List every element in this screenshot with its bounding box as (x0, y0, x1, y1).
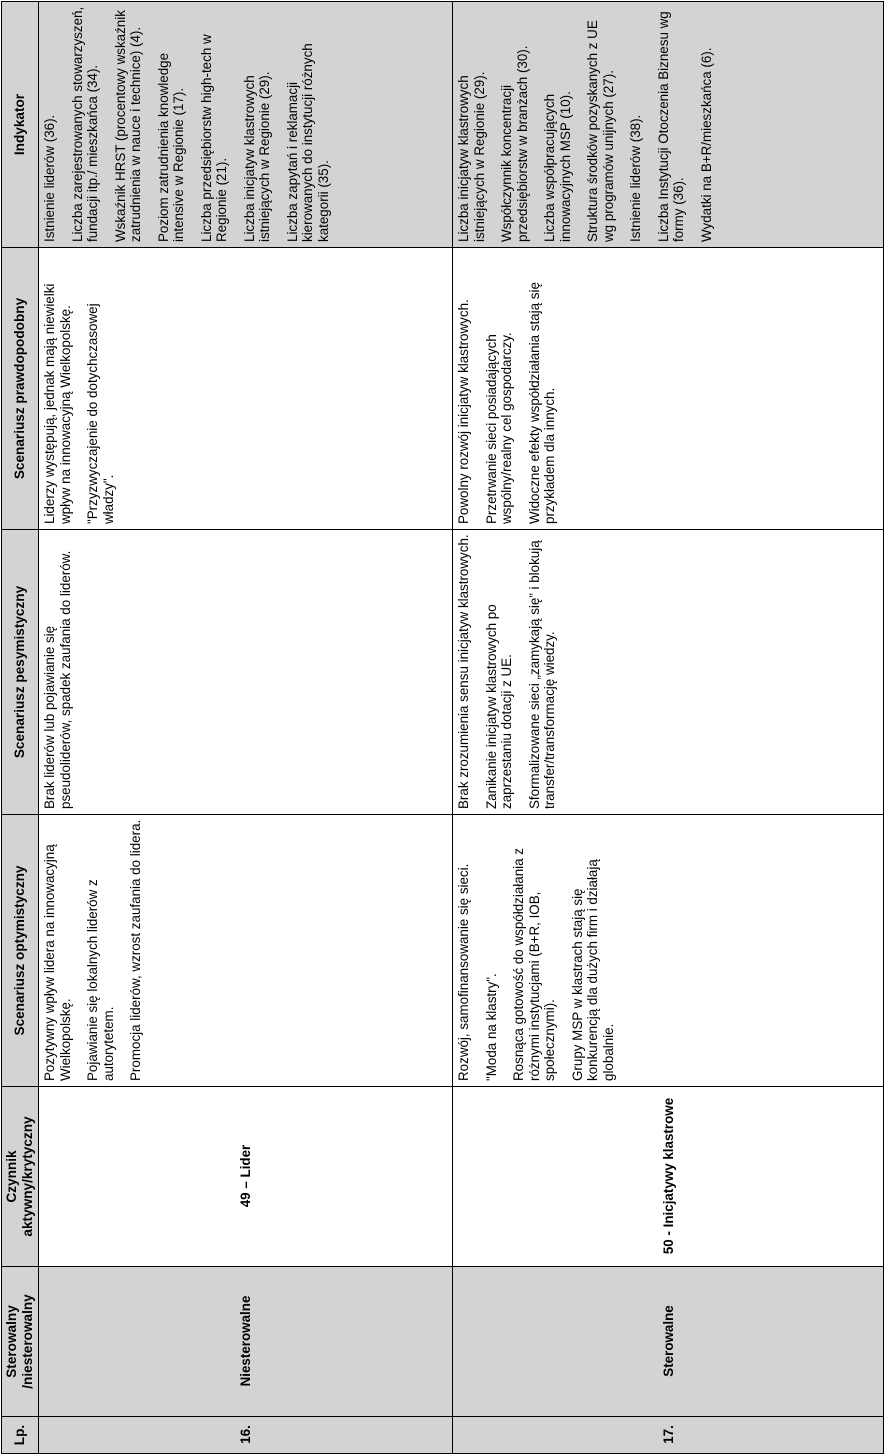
row-czynnik: 49 – Lider (39, 1087, 453, 1267)
scenario-item: Pojawianie się lokalnych liderów z autorytetem. (85, 879, 116, 1081)
scenario-item: "Moda na klastry". (483, 973, 499, 1081)
scenario-item: Pozytywny wpływ lidera na innowacyjną Wielkopolskę. (42, 844, 73, 1081)
scenario-item: Powolny rozwój inicjatyw klastrowych. (456, 299, 471, 524)
header-optymistyczny: Scenariusz optymistyczny (2, 815, 39, 1087)
row-sterowalny: Niesterowalne (39, 1267, 453, 1417)
indicator-item: Istnienie liderów (38). (628, 114, 643, 242)
row-prawdopodobny (39, 248, 453, 530)
scenario-item: Zanikanie inicjatyw klastrowych po zaprzestaniu dotacji z UE. (483, 604, 514, 809)
row-optymistyczny (453, 815, 884, 1087)
header-lp: Lp. (2, 1417, 39, 1454)
indicator-item: Liczba przedsiębiorstw high-tech w Regionie (21). (198, 34, 229, 242)
scenario-item: Rosnąca gotowość do współdziałania z różnymi instytucjami (B+R, IOB, społecznymi). (511, 848, 557, 1081)
row-optymistyczny (39, 815, 453, 1087)
indicator-item: Liczba Instytucji Otoczenia Biznesu wg formy (36). (655, 11, 686, 242)
indicator-item: Istnienie liderów (36). (42, 114, 57, 242)
scenario-item: Przetrwanie sieci posiadających wspólny/realny cel gospodarczy. (483, 332, 514, 524)
indicator-item: Liczba współpracujących innowacyjnych MSP (10). (542, 91, 573, 242)
scenario-item: Grupy MSP w klastrach stają się konkurencją dla dużych firm i działają globalnie. (569, 859, 616, 1081)
table-row (453, 2, 884, 1454)
header-indykator: Indykator (2, 2, 39, 248)
scenario-item: Liderzy występują, jednak mają niewielki wpływ na innowacyjną Wielkopolskę. (42, 283, 73, 524)
table-row (39, 2, 453, 1454)
scenario-item: Brak liderów lub pojawianie się pseudoliderów, spadek zaufania do liderów. (42, 550, 73, 809)
row-lp: 17. (453, 1417, 884, 1454)
indicator-item: Liczba zarejestrowanych stowarzyszeń, fundacji itp./ mieszkańca (34). (69, 6, 100, 242)
row-lp: 16. (39, 1417, 453, 1454)
header-sterowalny: Sterowalny /niesterowalny (2, 1267, 39, 1417)
scenario-item: "Przyzwyczajenie do dotychczasowej władzy". (85, 303, 116, 524)
header-row (2, 2, 39, 1454)
scenario-item: Sformalizowane sieci „zamykają się” i blokują transfer/transformację wiedzy. (526, 540, 557, 809)
row-pesymistyczny (453, 530, 884, 815)
indicator-item: Współczynnik koncentracji przedsiębiorstw w branżach (30). (499, 45, 530, 242)
indicator-item: Poziom zatrudnienia knowledge intensive w Regionie (17). (155, 52, 186, 242)
indicator-item: Struktura środków pozyskanych z UE wg programów unijnych (27). (585, 20, 616, 242)
row-sterowalny: Sterowalne (453, 1267, 884, 1417)
row-indykator (39, 2, 453, 248)
row-czynnik: 50 - Inicjatywy klastrowe (453, 1087, 884, 1267)
scenario-item: Widoczne efekty współdziałania stają się przykładem dla innych. (526, 282, 557, 524)
indicator-item: Liczba inicjatyw klastrowych istniejących w Regionie (29). (456, 71, 487, 242)
row-prawdopodobny (453, 248, 884, 530)
scenario-table (1, 1, 884, 1454)
scenario-item: Brak zrozumienia sensu inicjatyw klastrowych. (456, 534, 471, 809)
row-indykator (453, 2, 884, 248)
header-pesymistyczny: Scenariusz pesymistyczny (2, 530, 39, 815)
indicator-item: Wskaźnik HRST (procentowy wskaźnik zatrudnienia w nauce i technice) (4). (112, 10, 143, 242)
scenario-item: Rozwój, samofinansowanie się sieci. (456, 863, 471, 1081)
indicator-item: Wydatki na B+R/mieszkańca (6). (698, 47, 714, 242)
scenario-item: Promocja liderów, wzrost zaufania do lidera. (128, 819, 143, 1081)
indicator-item: Liczba inicjatyw klastrowych istniejących w Regionie (29). (241, 71, 272, 242)
header-czynnik: Czynnik aktywny/krytyczny (2, 1087, 39, 1267)
header-prawdopodobny: Scenariusz prawdopodobny (2, 248, 39, 530)
row-pesymistyczny (39, 530, 453, 815)
indicator-item: Liczba zapytań i reklamacji kierowanych do instytucji różnych kategorii (35). (284, 43, 331, 242)
